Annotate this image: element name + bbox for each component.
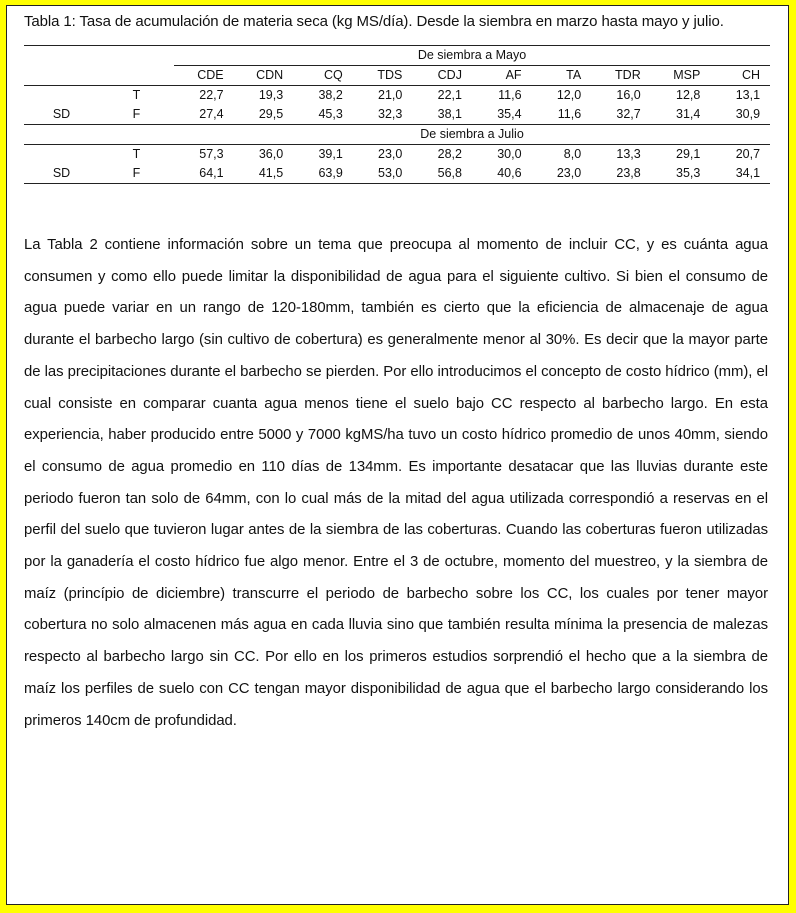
table-cell: 31,4 <box>651 105 711 125</box>
column-header: CDN <box>234 66 294 86</box>
table-cell: 39,1 <box>318 147 343 161</box>
table-cell: 30,0 <box>497 147 522 161</box>
body-paragraph: La Tabla 2 contiene información sobre un tema que preocupa al momento de incluir CC, y es cuánta agua consumen y como ello puede limitar la disponibilidad de agua para el siguiente cultivo. Si bien el consumo de agua puede variar en un rango de 120-180mm, también es cierto que la eficiencia de almacenaje de agua durante el barbecho largo (sin cultivo de cobertura) es generalmente menor al 30%. Es decir que la mayor parte de las precipitaciones durante el barbecho se pierden. Por ello introducimos el concepto de costo hídrico (mm), el cual consiste en comparar cuanta agua menos tiene el suelo bajo CC respecto al barbecho largo. En esta experiencia, haber producido entre 5000 y 7000 kgMS/ha tuvo un costo hídrico promedio de unos 40mm, siendo el consumo de agua promedio en 110 días de 134mm. Es importante desatacar que las lluvias durante este periodo fueron tan solo de 64mm, con lo cual más de la mitad del agua utilizada correspondió a reservas en el perfil del suelo que tuvieron lugar antes de la siembra de las coberturas. Cuando las coberturas fueron utilizadas por la ganadería el costo hídrico fue algo menor. Entre el 3 de octubre, momento del muestreo, y la siembra de maíz (princípio de diciembre) transcurre el periodo de barbecho sobre los CC, los cuales por tener mayor cobertura no solo almacenen más agua en cada lluvia sino que también resulta mínima la presencia de malezas respecto al barbecho largo sin CC. Por ello en los primeros estudios sorprendió el hecho que a la siembra de maíz los perfiles de suelo con CC tengan mayor disponibilidad de agua que el barbecho largo considerando los primeros 140cm de profundidad. <box>24 237 768 729</box>
column-header: TA <box>532 66 592 86</box>
table-cell: 63,9 <box>293 164 353 184</box>
table-cell: 35,4 <box>472 105 532 125</box>
row-label: F <box>99 164 174 184</box>
column-header: CDE <box>174 66 234 86</box>
table-cell: 20,7 <box>735 147 761 161</box>
table-cell: 38,1 <box>412 105 472 125</box>
table-cell: 12,8 <box>676 88 701 102</box>
table-cell: 8,0 <box>563 147 582 161</box>
section-title-julio: De siembra a Julio <box>174 125 770 145</box>
table-row <box>24 145 770 165</box>
table-cell: 64,1 <box>174 164 234 184</box>
table-cell: 23,8 <box>591 164 651 184</box>
group-label: SD <box>24 105 99 125</box>
row-label: T <box>132 147 141 161</box>
column-header: AF <box>472 66 532 86</box>
table-cell: 29,1 <box>676 147 701 161</box>
table-cell: 22,1 <box>437 88 462 102</box>
table-cell: 45,3 <box>293 105 353 125</box>
table-cell: 41,5 <box>234 164 294 184</box>
table-cell: 34,1 <box>710 164 770 184</box>
table-cell: 27,4 <box>174 105 234 125</box>
table-cell: 28,2 <box>437 147 462 161</box>
table-cell: 56,8 <box>412 164 472 184</box>
table-cell: 29,5 <box>234 105 294 125</box>
section-title-row <box>24 125 770 145</box>
table-cell: 13,3 <box>616 147 641 161</box>
dry-matter-table <box>24 45 770 184</box>
row-label: F <box>99 105 174 125</box>
table-cell: 32,7 <box>591 105 651 125</box>
row-label: T <box>132 88 141 102</box>
table-cell: 35,3 <box>651 164 711 184</box>
table-cell: 32,3 <box>353 105 413 125</box>
column-header: CDJ <box>412 66 472 86</box>
table-cell: 19,3 <box>258 88 284 102</box>
table-cell: 30,9 <box>710 105 770 125</box>
table-cell: 23,0 <box>378 147 403 161</box>
table-cell: 11,6 <box>498 88 522 102</box>
table-row <box>24 105 770 125</box>
section-title-row <box>24 46 770 66</box>
table-row <box>24 86 770 106</box>
column-header: TDR <box>591 66 651 86</box>
table-cell: 38,2 <box>318 88 343 102</box>
table-cell: 40,6 <box>472 164 532 184</box>
table-cell: 53,0 <box>353 164 413 184</box>
table-cell: 11,6 <box>532 105 592 125</box>
table-cell: 12,0 <box>556 88 582 102</box>
table-caption: Tabla 1: Tasa de acumulación de materia seca (kg MS/día). Desde la siembra en marzo hasta mayo y julio. <box>24 13 724 30</box>
column-header: TDS <box>353 66 413 86</box>
table-cell: 23,0 <box>532 164 592 184</box>
section-title-mayo: De siembra a Mayo <box>174 46 770 66</box>
column-header: CH <box>710 66 770 86</box>
table-cell: 13,1 <box>735 88 761 102</box>
column-header: MSP <box>651 66 711 86</box>
header-row <box>24 66 770 86</box>
table-cell: 22,7 <box>199 88 224 102</box>
table-row <box>24 164 770 184</box>
table-cell: 16,0 <box>616 88 641 102</box>
table-cell: 57,3 <box>199 147 224 161</box>
table-cell: 36,0 <box>258 147 284 161</box>
group-label: SD <box>24 164 99 184</box>
column-header: CQ <box>293 66 353 86</box>
table-cell: 21,0 <box>378 88 403 102</box>
